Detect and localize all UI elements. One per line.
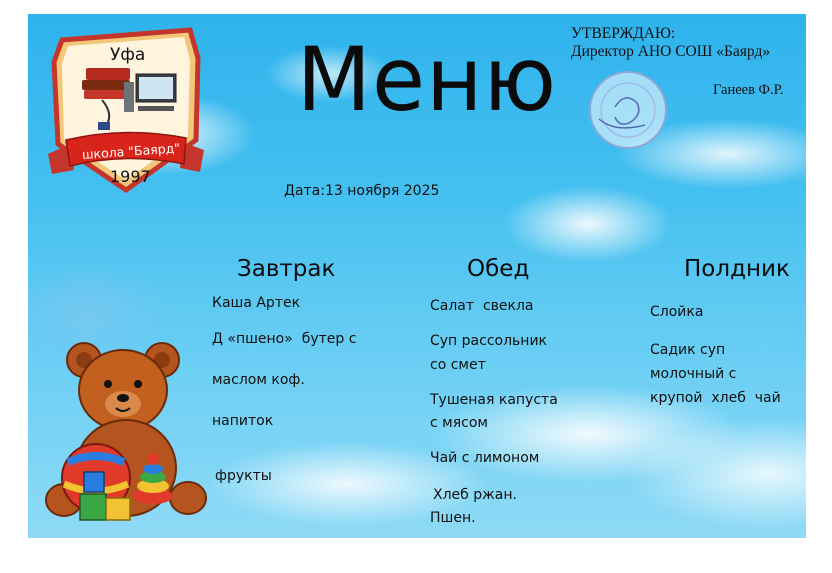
breakfast-item: Д «пшено» бутер с: [212, 331, 357, 347]
menu-sheet: [28, 14, 806, 538]
lunch-item: Чай с лимоном: [430, 450, 540, 466]
approval-director-title: Директор АНО СОШ «Баярд»: [571, 43, 771, 60]
breakfast-item: Каша Артек: [212, 295, 301, 311]
logo-ribbon-text: школа "Баярд": [81, 140, 181, 163]
lunch-item: со смет: [430, 357, 486, 373]
snack-item: молочный с: [650, 366, 737, 382]
logo-city: Уфа: [110, 45, 146, 65]
breakfast-item: фрукты: [215, 468, 272, 484]
teddy-bear-illustration: [42, 338, 210, 524]
breakfast-item: напиток: [212, 413, 274, 429]
snack-item: Слойка: [650, 304, 704, 320]
lunch-item: Салат свекла: [430, 298, 534, 314]
breakfast-item: маслом коф.: [212, 372, 305, 388]
snack-item: Садик суп: [650, 342, 726, 358]
logo-year: 1997: [110, 167, 151, 186]
snack-heading: Полдник: [684, 256, 790, 282]
lunch-item: с мясом: [430, 415, 488, 431]
lunch-item: Тушеная капуста: [430, 392, 558, 408]
lunch-heading: Обед: [467, 256, 530, 282]
snack-item: крупой хлеб чай: [650, 390, 781, 406]
lunch-item: Хлеб ржан.: [433, 487, 517, 503]
page-title: Меню: [296, 28, 558, 131]
official-stamp: [585, 67, 671, 153]
approval-block: [571, 25, 770, 61]
menu-date: Дата:13 ноября 2025: [284, 183, 440, 199]
approval-label: УТВЕРЖДАЮ:: [571, 25, 676, 42]
lunch-item: Пшен.: [430, 510, 476, 526]
lunch-item: Суп рассольник: [430, 333, 547, 349]
breakfast-heading: Завтрак: [237, 256, 336, 282]
director-name: Ганеев Ф.Р.: [713, 82, 784, 98]
school-logo: [40, 22, 212, 198]
